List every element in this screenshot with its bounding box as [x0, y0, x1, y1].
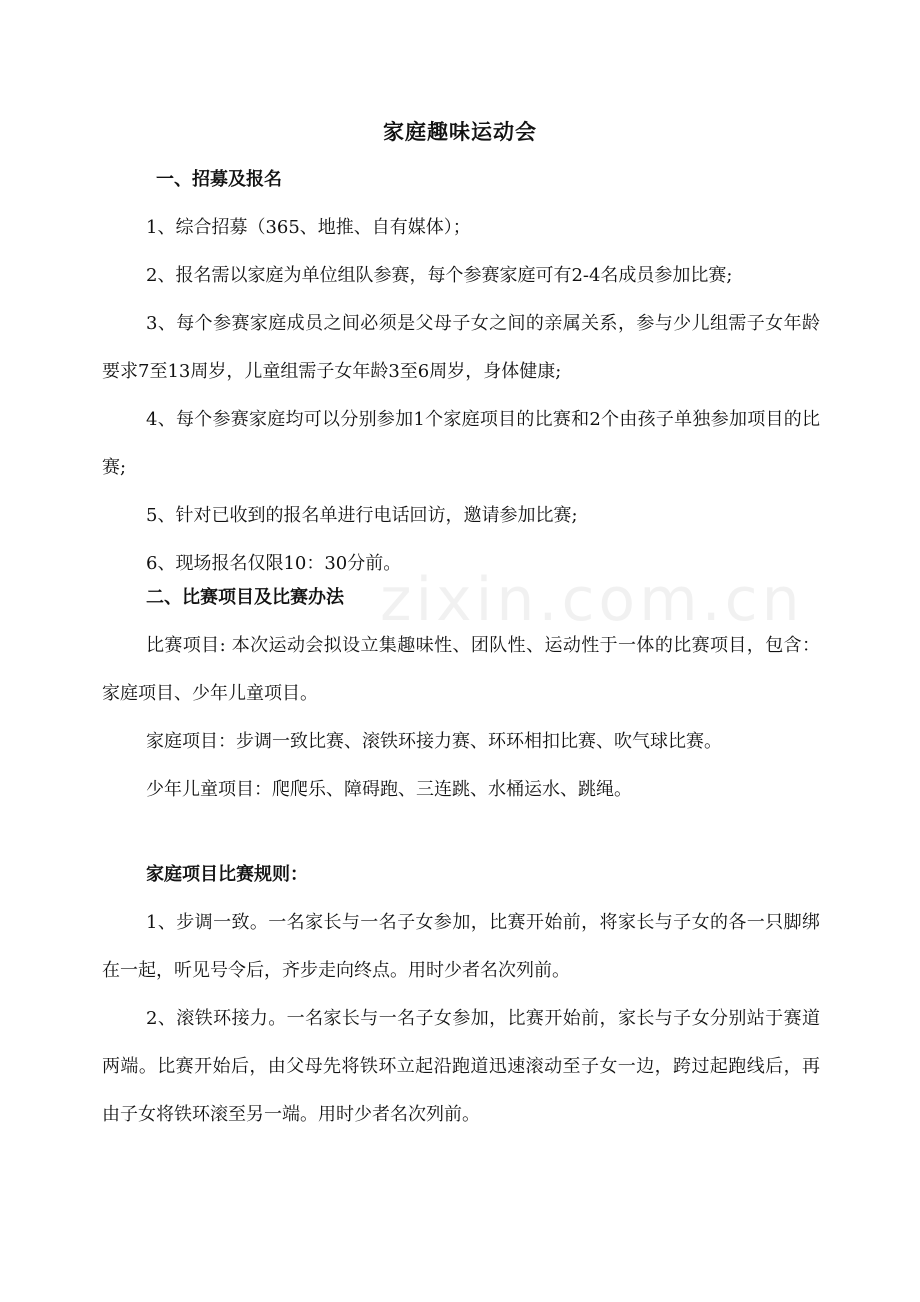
list-item: 5、针对已收到的报名单进行电话回访，邀请参加比赛;: [146, 505, 578, 526]
paragraph: 1、步调一致。一名家长与一名子女参加，比赛开始前，将家长与子女的各一只脚绑在一起，听见号令后，齐步走向终点。用时少者名次列前。: [102, 912, 820, 981]
list-item: 1、综合招募（365、地推、自有媒体）；: [146, 217, 471, 238]
paragraph: 少年儿童项目：爬爬乐、障碍跑、三连跳、水桶运水、跳绳。: [146, 779, 632, 800]
section-recruitment: [102, 156, 820, 588]
document-title: 家庭趣味运动会: [383, 119, 537, 144]
list-item: 4、每个参赛家庭均可以分别参加1个家庭项目的比赛和2个由孩子单独参加项目的比赛;: [102, 409, 820, 478]
section-family-rules: [102, 851, 820, 1139]
watermark: zixin.com.cn: [380, 565, 804, 635]
list-item: 6、现场报名仅限10：30分前。: [146, 553, 402, 574]
section-heading: 二、比赛项目及比赛办法: [146, 587, 344, 608]
list-item: 2、报名需以家庭为单位组队参赛，每个参赛家庭可有2-4名成员参加比赛;: [146, 265, 733, 286]
section-heading: 一、招募及报名: [156, 169, 282, 190]
section-events: [102, 574, 820, 814]
list-item: 3、每个参赛家庭成员之间必须是父母子女之间的亲属关系，参与少儿组需子女年龄要求7至13周岁，儿童组需子女年龄3至6周岁，身体健康;: [102, 313, 820, 382]
paragraph: 家庭项目：步调一致比赛、滚铁环接力赛、环环相扣比赛、吹气球比赛。: [146, 731, 722, 752]
section-heading: 家庭项目比赛规则：: [146, 864, 308, 885]
paragraph: 比赛项目: 本次运动会拟设立集趣味性、团队性、运动性于一体的比赛项目，包含：家庭项目、少年儿童项目。: [102, 635, 820, 704]
paragraph: 2、滚铁环接力。一名家长与一名子女参加，比赛开始前，家长与子女分别站于赛道两端。比赛开始后，由父母先将铁环立起沿跑道迅速滚动至子女一边，跨过起跑线后，再由子女将铁环滚至另一端。用时少者名次列前。: [102, 1008, 820, 1125]
